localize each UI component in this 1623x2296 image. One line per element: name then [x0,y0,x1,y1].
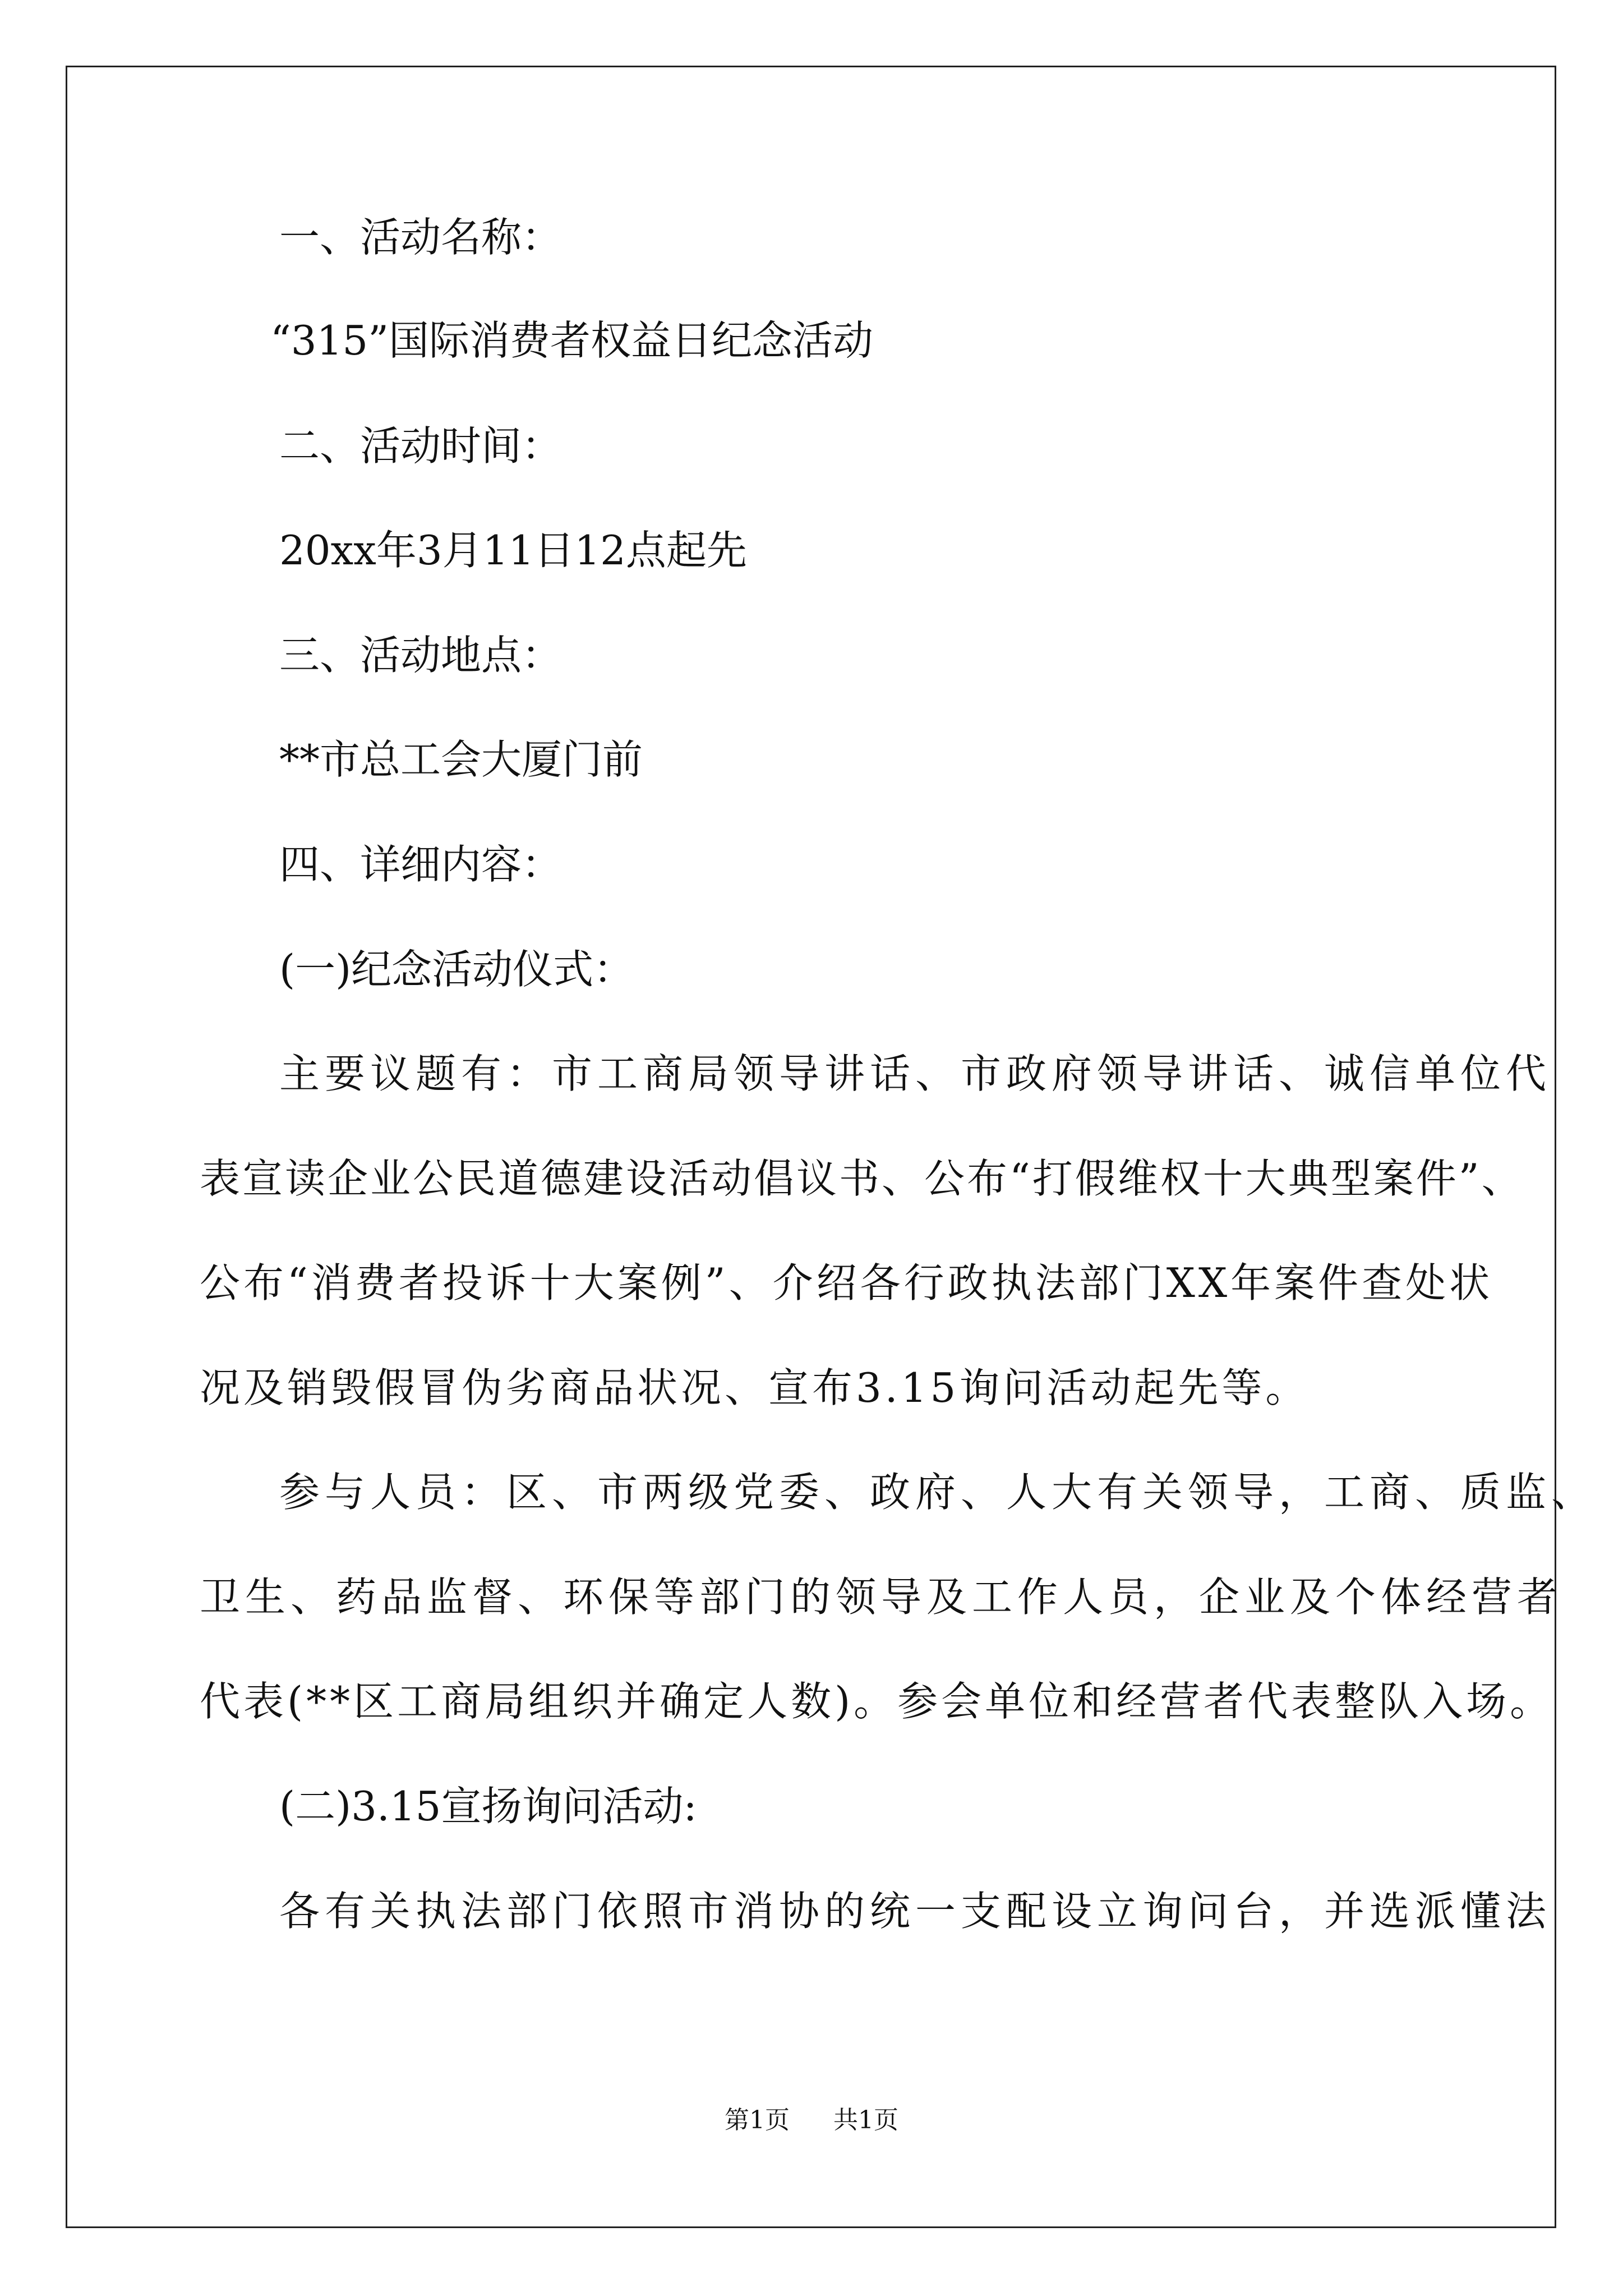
activity-location: **市总工会大厦门前 [279,736,643,783]
paragraph-consultation-line-1: 各有关执法部门依照市消协的统一支配设立询问台，并选派懂法 [279,1888,1552,1935]
subsection-heading-consultation: (二)3.15宣扬询问活动: [279,1783,697,1830]
paragraph-agenda-line-1: 主要议题有：市工商局领导讲话、市政府领导讲话、诚信单位代 [279,1050,1552,1097]
page-footer [0,2104,1623,2137]
section-heading-time: 二、活动时间： [279,422,562,470]
paragraph-agenda-line-3: 公布“消费者投诉十大案例”、介绍各行政执法部门XX年案件查处状 [200,1259,1493,1306]
paragraph-agenda-line-4: 况及销毁假冒伪劣商品状况、宣布3.15询问活动起先等。 [200,1364,1310,1411]
activity-name: “315”国际消费者权益日纪念活动 [270,317,874,364]
section-heading-content: 四、详细内容： [279,841,562,888]
paragraph-agenda-line-2: 表宣读企业公民道德建设活动倡议书、公布“打假维权十大典型案件”、 [200,1155,1524,1202]
paragraph-participants-line-2: 卫生、药品监督、环保等部门的领导及工作人员，企业及个体经营者 [200,1573,1563,1621]
section-heading-location: 三、活动地点： [279,632,562,679]
activity-time: 20xx年3月11日12点起先 [279,527,747,574]
page-number-total: 共1页 [833,2106,898,2134]
subsection-heading-ceremony: (一)纪念活动仪式： [279,946,634,993]
paragraph-participants-line-3: 代表(**区工商局组织并确定人数)。参会单位和经营者代表整队入场。 [200,1678,1554,1725]
section-heading-name: 一、活动名称： [279,214,562,261]
paragraph-participants-line-1: 参与人员：区、市两级党委、政府、人大有关领导，工商、质监、 [279,1469,1597,1516]
page-number-current: 第1页 [725,2106,790,2134]
